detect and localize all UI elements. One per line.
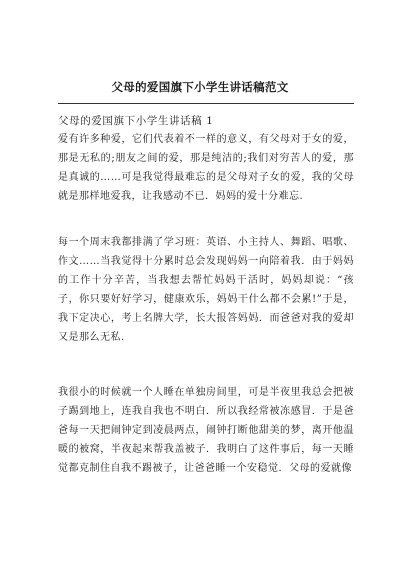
section-heading: 父母的爱国旗下小学生讲话稿 1	[58, 115, 214, 127]
document-title: 父母的爱国旗下小学生讲话稿范文	[111, 80, 289, 94]
title-divider	[58, 103, 354, 104]
paragraph-1: 爱有许多种爱，它们代表着不一样的意义，有父母对于女的爱，那是无私的;朋友之间的爱，那是纯洁的;我们对穷苦人的爱，那是真诚的……可是我觉得最难忘的是父母对子女的爱，我的父母就是那样地爱我，让我感动不已．妈妈的爱十分难忘.	[58, 134, 354, 202]
paragraph-2: 每一个周末我都排满了学习班：英语、小主持人、舞蹈、唱歌、作文……当我觉得十分累时总会发现妈妈一向陪着我．由于妈妈的工作十分辛苦，当我想去帮忙妈妈干活时，妈妈却说：“孩子，你只要好好学习，健康欢乐，妈妈干什么都不会累!”于是，我下定决心，考上名牌大学，长大报答妈妈．而爸爸对我的爱却又是那么无私.	[58, 237, 354, 343]
paragraph-3: 我很小的时候就一个人睡在单独房间里，可是半夜里我总会把被子踢到地上，连我自我也不明白．所以我经常被冻感冒．于是爸爸每一天把闹钟定到凌晨两点，闹钟打断他甜美的梦，离开他温暖的被窝，半夜起来帮我盖被子．我明白了这件事后，每一天睡觉都克制住自我不踢被子，让爸爸睡一个安稳觉．父母的爱就像	[58, 387, 354, 474]
